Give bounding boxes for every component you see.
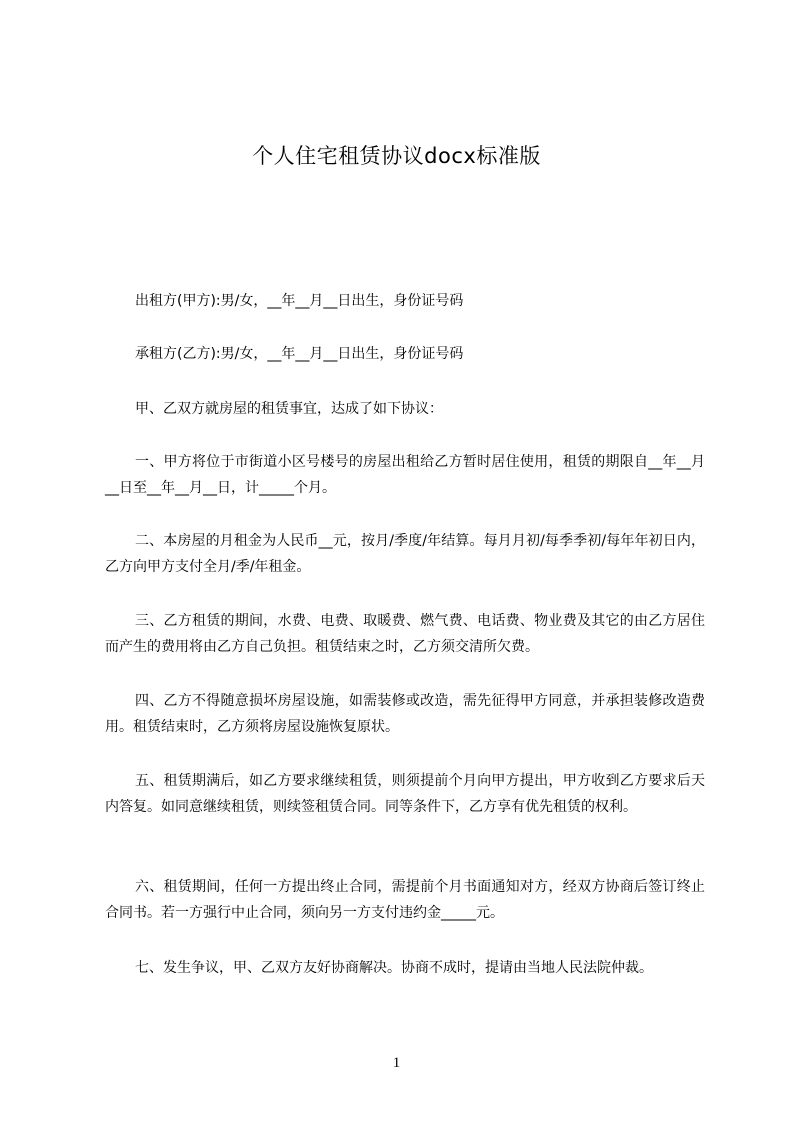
paragraph-clause-2: 二、本房屋的月租金为人民币__元，按月/季度/年结算。每月月初/每季季初/每年年初日内，乙方向甲方支付全月/季/年租金。: [105, 533, 705, 575]
paragraph-clause-6: 六、租赁期间，任何一方提出终止合同，需提前个月书面通知对方，经双方协商后签订终止合同书。若一方强行中止合同，须向另一方支付违约金_____元。: [105, 879, 705, 921]
paragraph-clause-3: 三、乙方租赁的期间，水费、电费、取暖费、燃气费、电话费、物业费及其它的由乙方居住而产生的费用将由乙方自己负担。租赁结束之时，乙方须交清所欠费。: [105, 613, 705, 655]
paragraph-agreement-intro: 甲、乙双方就房屋的租赁事宜，达成了如下协议：: [135, 401, 443, 417]
page-number: 1: [392, 1055, 401, 1071]
paragraph-clause-4: 四、乙方不得随意损坏房屋设施，如需装修或改造，需先征得甲方同意，并承担装修改造费用。租赁结束时，乙方须将房屋设施恢复原状。: [105, 693, 705, 735]
document-title: 个人住宅租赁协议docx标准版: [252, 144, 541, 168]
paragraph-clause-5: 五、租赁期满后，如乙方要求继续租赁，则须提前个月向甲方提出，甲方收到乙方要求后天内答复。如同意继续租赁，则续签租赁合同。同等条件下，乙方享有优先租赁的权利。: [105, 773, 705, 815]
paragraph-lessor: 出租方(甲方):男/女，__年__月__日出生，身份证号码: [135, 293, 464, 309]
paragraph-lessee: 承租方(乙方):男/女，__年__月__日出生，身份证号码: [135, 346, 464, 362]
paragraph-clause-1: 一、甲方将位于市街道小区号楼号的房屋出租给乙方暂时居住使用，租赁的期限自__年__月__日至__年__月__日，计_____个月。: [105, 454, 705, 496]
paragraph-clause-7: 七、发生争议，甲、乙双方友好协商解决。协商不成时，提请由当地人民法院仲裁。: [135, 960, 653, 976]
